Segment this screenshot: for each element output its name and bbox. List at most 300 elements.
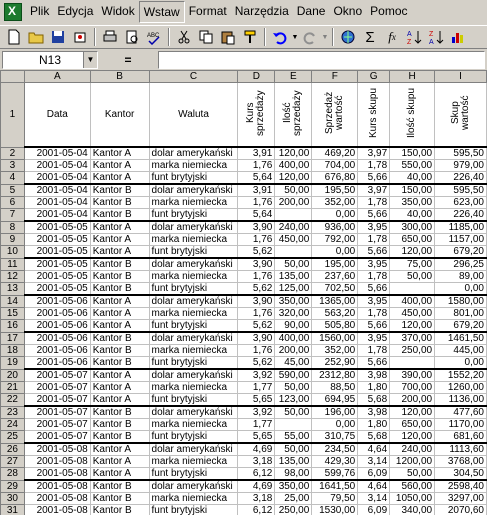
cell[interactable]: 590,00 (275, 369, 312, 382)
cell[interactable]: Kantor A (90, 160, 149, 172)
header-cell[interactable] (358, 83, 390, 148)
cell[interactable]: 676,80 (312, 172, 358, 185)
cell[interactable]: 3,92 (238, 369, 275, 382)
cell[interactable]: 120,00 (390, 431, 435, 444)
menu-item[interactable]: Format (188, 4, 227, 18)
cell[interactable]: 350,00 (390, 197, 435, 209)
cell[interactable] (275, 419, 312, 431)
row-header[interactable]: 20 (1, 369, 25, 382)
cell[interactable]: 5,64 (238, 172, 275, 185)
cell[interactable]: 1365,00 (312, 295, 358, 308)
cell[interactable]: dolar amerykański (149, 221, 238, 234)
cell[interactable]: 5,62 (238, 357, 275, 370)
row-header[interactable]: 12 (1, 271, 25, 283)
cell[interactable]: 4,69 (238, 480, 275, 493)
cell[interactable]: Kantor B (90, 271, 149, 283)
cell[interactable]: 704,00 (312, 160, 358, 172)
cell[interactable]: 1,78 (358, 197, 390, 209)
cell[interactable]: 3,97 (358, 147, 390, 160)
cell[interactable]: 50,00 (275, 406, 312, 419)
cell[interactable]: 5,68 (358, 394, 390, 407)
permission-icon[interactable] (69, 26, 91, 48)
cell[interactable]: Kantor A (90, 172, 149, 185)
header-cell[interactable] (390, 83, 435, 148)
cell[interactable]: 2001-05-05 (24, 234, 90, 246)
row-header[interactable]: 15 (1, 308, 25, 320)
column-header[interactable]: D (238, 71, 275, 83)
cell[interactable]: 679,20 (435, 246, 487, 259)
header-cell[interactable] (275, 83, 312, 148)
cell[interactable]: 560,00 (390, 480, 435, 493)
cell[interactable]: Kantor B (90, 345, 149, 357)
row-header[interactable]: 4 (1, 172, 25, 185)
cell[interactable]: funt brytyjski (149, 209, 238, 222)
cell[interactable]: 550,00 (390, 160, 435, 172)
cell[interactable]: Kantor B (90, 505, 149, 515)
menu-item[interactable]: Plik (30, 4, 50, 18)
row-header[interactable]: 25 (1, 431, 25, 444)
cell[interactable]: 79,50 (312, 493, 358, 505)
cell[interactable]: 2001-05-07 (24, 406, 90, 419)
cell[interactable]: 3,97 (358, 184, 390, 197)
cell[interactable]: 5,65 (238, 394, 275, 407)
cell[interactable]: 2001-05-07 (24, 369, 90, 382)
cell[interactable]: Kantor A (90, 456, 149, 468)
cell[interactable]: 595,50 (435, 147, 487, 160)
menu-item[interactable]: Wstaw (139, 1, 185, 23)
cell[interactable]: 6,09 (358, 468, 390, 481)
cell[interactable]: 1,77 (238, 382, 275, 394)
cell[interactable]: Kantor A (90, 221, 149, 234)
row-header[interactable]: 9 (1, 234, 25, 246)
cell[interactable]: 5,66 (358, 320, 390, 333)
cell[interactable]: 2001-05-08 (24, 493, 90, 505)
cell[interactable]: 320,00 (275, 308, 312, 320)
cell[interactable]: 6,09 (358, 505, 390, 515)
cell[interactable]: funt brytyjski (149, 283, 238, 296)
cell[interactable]: 135,00 (275, 456, 312, 468)
cell[interactable]: 599,76 (312, 468, 358, 481)
redo-icon[interactable] (299, 26, 321, 48)
cell[interactable]: 150,00 (390, 184, 435, 197)
row-header[interactable]: 6 (1, 197, 25, 209)
menu-item[interactable]: Dane (296, 4, 326, 18)
cell[interactable]: 1,78 (358, 234, 390, 246)
row-header[interactable]: 27 (1, 456, 25, 468)
cell[interactable]: dolar amerykański (149, 332, 238, 345)
cell[interactable]: 390,00 (390, 369, 435, 382)
cell[interactable]: 1136,00 (435, 394, 487, 407)
cell[interactable] (390, 357, 435, 370)
cell[interactable]: 6,12 (238, 505, 275, 515)
cell[interactable]: Kantor B (90, 209, 149, 222)
cell[interactable]: funt brytyjski (149, 172, 238, 185)
cell[interactable]: 679,20 (435, 320, 487, 333)
row-header[interactable]: 30 (1, 493, 25, 505)
cell[interactable]: 4,69 (238, 443, 275, 456)
cell[interactable]: 237,60 (312, 271, 358, 283)
redo-dropdown-icon[interactable]: ▼ (321, 33, 329, 41)
cell[interactable]: 702,50 (312, 283, 358, 296)
cell[interactable]: 300,00 (390, 221, 435, 234)
cell[interactable]: Kantor A (90, 234, 149, 246)
cell[interactable] (275, 209, 312, 222)
cell[interactable]: 4,64 (358, 443, 390, 456)
cell[interactable]: 5,66 (358, 357, 390, 370)
cell[interactable]: Kantor B (90, 258, 149, 271)
cell[interactable]: 5,68 (358, 431, 390, 444)
cell[interactable]: 650,00 (390, 419, 435, 431)
cell[interactable]: 2001-05-07 (24, 419, 90, 431)
cell[interactable]: 196,00 (312, 406, 358, 419)
cell[interactable]: 1580,00 (435, 295, 487, 308)
cell[interactable]: 120,00 (275, 172, 312, 185)
cell[interactable]: 2001-05-06 (24, 332, 90, 345)
cell[interactable]: 801,00 (435, 308, 487, 320)
row-header[interactable]: 3 (1, 160, 25, 172)
cell[interactable]: 5,66 (358, 283, 390, 296)
cell[interactable]: dolar amerykański (149, 295, 238, 308)
print-icon[interactable] (99, 26, 121, 48)
cell[interactable]: dolar amerykański (149, 443, 238, 456)
cell[interactable]: 123,00 (275, 394, 312, 407)
cell[interactable]: 304,50 (435, 468, 487, 481)
cell[interactable]: 563,20 (312, 308, 358, 320)
cell[interactable]: 120,00 (390, 406, 435, 419)
cell[interactable]: 979,00 (435, 160, 487, 172)
row-header[interactable]: 29 (1, 480, 25, 493)
cell[interactable]: 623,00 (435, 197, 487, 209)
cell[interactable]: funt brytyjski (149, 468, 238, 481)
cell[interactable]: 3,91 (238, 147, 275, 160)
header-cell[interactable] (90, 83, 149, 148)
cell[interactable]: 120,00 (275, 147, 312, 160)
cell[interactable]: 240,00 (390, 443, 435, 456)
cell[interactable]: marka niemiecka (149, 234, 238, 246)
autosum-icon[interactable]: Σ (365, 28, 375, 46)
cell[interactable]: 5,62 (238, 246, 275, 259)
cell[interactable]: 3,90 (238, 332, 275, 345)
cell[interactable] (275, 246, 312, 259)
cell[interactable]: 5,62 (238, 320, 275, 333)
column-header[interactable]: A (24, 71, 90, 83)
cell[interactable]: 400,00 (275, 160, 312, 172)
cell[interactable]: Kantor B (90, 493, 149, 505)
cell[interactable]: 2598,40 (435, 480, 487, 493)
cell[interactable]: 650,00 (390, 234, 435, 246)
cell[interactable]: 1200,00 (390, 456, 435, 468)
cell[interactable]: Kantor B (90, 406, 149, 419)
row-header[interactable]: 18 (1, 345, 25, 357)
cell[interactable]: Kantor A (90, 308, 149, 320)
header-cell[interactable] (149, 83, 238, 148)
cut-icon[interactable] (173, 26, 195, 48)
excel-icon[interactable] (4, 3, 22, 21)
cell[interactable]: 429,30 (312, 456, 358, 468)
cell[interactable]: 2001-05-08 (24, 468, 90, 481)
cell[interactable]: 250,00 (390, 345, 435, 357)
column-header[interactable]: H (390, 71, 435, 83)
cell[interactable]: 5,65 (238, 431, 275, 444)
new-document-icon[interactable] (3, 26, 25, 48)
cell[interactable]: 5,66 (358, 172, 390, 185)
cell[interactable]: marka niemiecka (149, 345, 238, 357)
cell[interactable]: 400,00 (390, 295, 435, 308)
cell[interactable]: Kantor B (90, 419, 149, 431)
cell[interactable]: 2001-05-08 (24, 443, 90, 456)
cell[interactable]: 1113,60 (435, 443, 487, 456)
cell[interactable]: 2001-05-08 (24, 480, 90, 493)
row-header[interactable]: 14 (1, 295, 25, 308)
cell[interactable]: 2001-05-06 (24, 308, 90, 320)
cell[interactable]: 40,00 (390, 209, 435, 222)
cell[interactable]: dolar amerykański (149, 258, 238, 271)
cell[interactable]: 89,00 (435, 271, 487, 283)
cell[interactable]: 3297,00 (435, 493, 487, 505)
cell[interactable]: 2001-05-06 (24, 345, 90, 357)
row-header[interactable]: 10 (1, 246, 25, 259)
cell[interactable]: 98,00 (275, 468, 312, 481)
cell[interactable]: Kantor B (90, 357, 149, 370)
cell[interactable]: 2001-05-04 (24, 197, 90, 209)
cell[interactable]: 0,00 (435, 357, 487, 370)
cell[interactable]: 234,50 (312, 443, 358, 456)
cell[interactable]: 1170,00 (435, 419, 487, 431)
row-header[interactable]: 22 (1, 394, 25, 407)
row-header[interactable]: 19 (1, 357, 25, 370)
cell[interactable]: 0,00 (312, 419, 358, 431)
cell[interactable]: 1,76 (238, 345, 275, 357)
cell[interactable]: 3,98 (358, 406, 390, 419)
cell[interactable]: 1530,00 (312, 505, 358, 515)
header-cell[interactable] (238, 83, 275, 148)
cell[interactable]: Kantor A (90, 147, 149, 160)
cell[interactable]: 352,00 (312, 345, 358, 357)
cell[interactable]: marka niemiecka (149, 419, 238, 431)
cell[interactable]: 3,90 (238, 221, 275, 234)
cell[interactable]: marka niemiecka (149, 382, 238, 394)
cell[interactable]: 50,00 (275, 184, 312, 197)
cell[interactable]: funt brytyjski (149, 320, 238, 333)
name-box-dropdown-icon[interactable]: ▼ (83, 52, 97, 68)
cell[interactable]: 1552,20 (435, 369, 487, 382)
cell[interactable]: 90,00 (275, 320, 312, 333)
row-header[interactable]: 11 (1, 258, 25, 271)
cell[interactable]: 2001-05-05 (24, 271, 90, 283)
cell[interactable]: 25,00 (275, 493, 312, 505)
formula-input[interactable] (158, 51, 485, 69)
row-header[interactable]: 2 (1, 147, 25, 160)
cell[interactable]: 2001-05-04 (24, 172, 90, 185)
cell[interactable]: 2001-05-04 (24, 160, 90, 172)
cell[interactable]: 50,00 (275, 443, 312, 456)
cell[interactable]: marka niemiecka (149, 271, 238, 283)
undo-icon[interactable] (269, 26, 291, 48)
cell[interactable]: 1560,00 (312, 332, 358, 345)
cell[interactable]: 200,00 (275, 197, 312, 209)
cell[interactable]: 595,50 (435, 184, 487, 197)
cell[interactable]: marka niemiecka (149, 493, 238, 505)
menu-item[interactable]: Narzędzia (234, 4, 289, 18)
row-header[interactable]: 24 (1, 419, 25, 431)
cell[interactable]: 40,00 (390, 172, 435, 185)
cell[interactable]: marka niemiecka (149, 160, 238, 172)
cell[interactable]: 195,00 (312, 258, 358, 271)
cell[interactable]: 3,14 (358, 456, 390, 468)
cell[interactable]: 694,95 (312, 394, 358, 407)
cell[interactable]: Kantor B (90, 197, 149, 209)
cell[interactable]: funt brytyjski (149, 505, 238, 515)
insert-hyperlink-icon[interactable] (337, 26, 359, 48)
cell[interactable]: funt brytyjski (149, 431, 238, 444)
cell[interactable]: 200,00 (390, 394, 435, 407)
column-header[interactable]: E (275, 71, 312, 83)
select-all-corner[interactable] (1, 71, 25, 83)
cell[interactable]: 1,78 (358, 271, 390, 283)
cell[interactable]: 2001-05-06 (24, 320, 90, 333)
cell[interactable]: 2001-05-04 (24, 184, 90, 197)
cell[interactable]: 1,78 (358, 308, 390, 320)
cell[interactable]: 135,00 (275, 271, 312, 283)
sort-ascending-icon[interactable] (403, 26, 425, 48)
cell[interactable]: 50,00 (275, 258, 312, 271)
cell[interactable]: 2001-05-05 (24, 258, 90, 271)
cell[interactable]: 792,00 (312, 234, 358, 246)
cell[interactable]: 1,80 (358, 382, 390, 394)
cell[interactable]: 5,66 (358, 209, 390, 222)
cell[interactable] (390, 283, 435, 296)
cell[interactable]: 5,64 (238, 209, 275, 222)
row-header[interactable]: 23 (1, 406, 25, 419)
cell[interactable]: 3,18 (238, 493, 275, 505)
cell[interactable]: 450,00 (390, 308, 435, 320)
cell[interactable]: 1,76 (238, 271, 275, 283)
cell[interactable]: 195,50 (312, 184, 358, 197)
cell[interactable]: 3,95 (358, 332, 390, 345)
cell[interactable]: 296,25 (435, 258, 487, 271)
header-cell[interactable] (24, 83, 90, 148)
cell[interactable]: 3,91 (238, 184, 275, 197)
cell[interactable]: 50,00 (390, 468, 435, 481)
cell[interactable]: 681,60 (435, 431, 487, 444)
cell[interactable]: 1,76 (238, 308, 275, 320)
cell[interactable]: 2001-05-04 (24, 147, 90, 160)
cell[interactable]: 1185,00 (435, 221, 487, 234)
cell[interactable]: 2070,60 (435, 505, 487, 515)
cell[interactable]: 50,00 (390, 271, 435, 283)
cell[interactable]: 2001-05-04 (24, 209, 90, 222)
print-preview-icon[interactable] (121, 26, 143, 48)
cell[interactable]: Kantor A (90, 443, 149, 456)
cell[interactable]: dolar amerykański (149, 147, 238, 160)
cell[interactable]: 3,95 (358, 258, 390, 271)
cell[interactable]: 250,00 (275, 505, 312, 515)
cell[interactable]: 3,90 (238, 258, 275, 271)
cell[interactable]: 1157,00 (435, 234, 487, 246)
cell[interactable]: 3,18 (238, 456, 275, 468)
insert-function-icon[interactable]: f x (388, 29, 396, 44)
row-header[interactable]: 21 (1, 382, 25, 394)
cell[interactable]: 226,40 (435, 172, 487, 185)
save-icon[interactable] (47, 26, 69, 48)
column-header[interactable]: B (90, 71, 149, 83)
cell[interactable]: 1,78 (358, 345, 390, 357)
row-header[interactable]: 8 (1, 221, 25, 234)
cell[interactable]: 6,12 (238, 468, 275, 481)
cell[interactable]: marka niemiecka (149, 308, 238, 320)
cell[interactable]: 1260,00 (435, 382, 487, 394)
cell[interactable]: Kantor A (90, 382, 149, 394)
cell[interactable]: 2001-05-05 (24, 283, 90, 296)
copy-icon[interactable] (195, 26, 217, 48)
cell[interactable]: 125,00 (275, 283, 312, 296)
cell[interactable]: 1,80 (358, 419, 390, 431)
cell[interactable]: 0,00 (312, 209, 358, 222)
menu-item[interactable]: Widok (101, 4, 135, 18)
cell[interactable]: 477,60 (435, 406, 487, 419)
cell[interactable]: dolar amerykański (149, 369, 238, 382)
cell[interactable]: funt brytyjski (149, 246, 238, 259)
cell[interactable]: 2001-05-06 (24, 295, 90, 308)
cell[interactable]: 1,76 (238, 197, 275, 209)
open-folder-icon[interactable] (25, 26, 47, 48)
row-header[interactable]: 31 (1, 505, 25, 515)
cell[interactable]: 352,00 (312, 197, 358, 209)
cell[interactable]: 88,50 (312, 382, 358, 394)
cell[interactable]: 3,95 (358, 221, 390, 234)
row-header[interactable]: 16 (1, 320, 25, 333)
cell[interactable]: 936,00 (312, 221, 358, 234)
cell[interactable]: 2001-05-07 (24, 382, 90, 394)
cell[interactable]: 120,00 (390, 320, 435, 333)
cell[interactable]: Kantor A (90, 369, 149, 382)
sort-descending-icon[interactable] (425, 26, 447, 48)
header-cell[interactable] (312, 83, 358, 148)
cell[interactable]: 350,00 (275, 480, 312, 493)
cell[interactable]: Kantor B (90, 480, 149, 493)
cell[interactable]: 150,00 (390, 147, 435, 160)
cell[interactable]: 2001-05-06 (24, 357, 90, 370)
row-header[interactable]: 7 (1, 209, 25, 222)
cell[interactable]: 0,00 (435, 283, 487, 296)
menu-item[interactable]: Edycja (57, 4, 94, 18)
cell[interactable]: 3,92 (238, 406, 275, 419)
cell[interactable]: 450,00 (275, 234, 312, 246)
cell[interactable]: funt brytyjski (149, 357, 238, 370)
cell[interactable]: 2312,80 (312, 369, 358, 382)
cell[interactable]: 2001-05-07 (24, 431, 90, 444)
cell[interactable]: 1461,50 (435, 332, 487, 345)
cell[interactable]: dolar amerykański (149, 480, 238, 493)
cell[interactable]: 200,00 (275, 345, 312, 357)
cell[interactable]: dolar amerykański (149, 184, 238, 197)
cell[interactable]: 240,00 (275, 221, 312, 234)
cell[interactable]: 2001-05-08 (24, 505, 90, 515)
row-header[interactable]: 5 (1, 184, 25, 197)
cell[interactable]: Kantor A (90, 468, 149, 481)
undo-dropdown-icon[interactable]: ▼ (291, 33, 299, 41)
cell[interactable]: Kantor A (90, 295, 149, 308)
cell[interactable]: Kantor B (90, 431, 149, 444)
cell[interactable]: 3,95 (358, 295, 390, 308)
cell[interactable]: 700,00 (390, 382, 435, 394)
cell[interactable]: 2001-05-05 (24, 221, 90, 234)
column-header[interactable]: C (149, 71, 238, 83)
row-header[interactable]: 1 (1, 83, 25, 148)
cell[interactable]: 55,00 (275, 431, 312, 444)
cell[interactable]: marka niemiecka (149, 456, 238, 468)
cell[interactable]: 3,14 (358, 493, 390, 505)
